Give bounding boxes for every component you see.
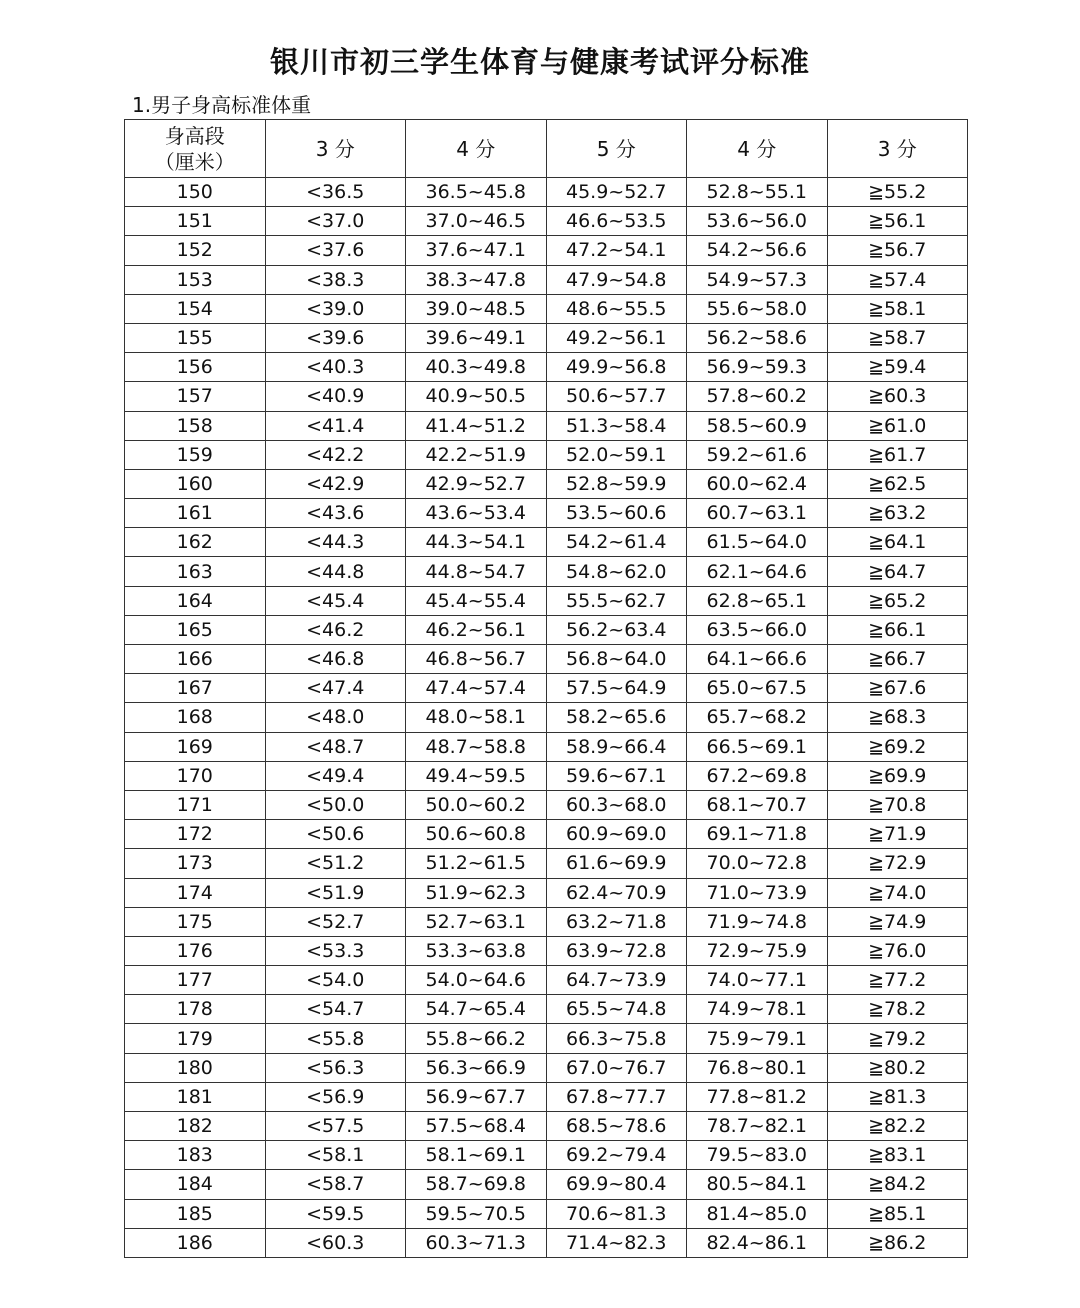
cell-height: 168 [125, 703, 266, 732]
cell-score-4-low: 49.4~59.5 [406, 761, 547, 790]
cell-height: 159 [125, 440, 266, 469]
header-height-range [125, 120, 266, 178]
cell-score-3-high: ≧66.1 [827, 615, 968, 644]
cell-score-3-low: <41.4 [265, 411, 406, 440]
cell-score-3-high: ≧78.2 [827, 995, 968, 1024]
cell-score-4-high: 74.0~77.1 [687, 966, 828, 995]
cell-score-5: 67.8~77.7 [546, 1082, 687, 1111]
cell-height: 184 [125, 1170, 266, 1199]
cell-score-5: 46.6~53.5 [546, 207, 687, 236]
cell-score-3-low: <46.8 [265, 645, 406, 674]
cell-score-3-low: <40.9 [265, 382, 406, 411]
cell-height: 182 [125, 1112, 266, 1141]
cell-score-5: 66.3~75.8 [546, 1024, 687, 1053]
cell-score-5: 50.6~57.7 [546, 382, 687, 411]
cell-score-3-high: ≧74.9 [827, 907, 968, 936]
cell-score-4-low: 43.6~53.4 [406, 499, 547, 528]
cell-score-3-high: ≧56.1 [827, 207, 968, 236]
cell-score-5: 51.3~58.4 [546, 411, 687, 440]
cell-score-3-low: <42.2 [265, 440, 406, 469]
cell-score-4-low: 51.9~62.3 [406, 878, 547, 907]
cell-score-4-high: 79.5~83.0 [687, 1141, 828, 1170]
cell-score-3-high: ≧65.2 [827, 586, 968, 615]
table-row [125, 236, 968, 265]
cell-height: 176 [125, 936, 266, 965]
cell-score-3-high: ≧61.7 [827, 440, 968, 469]
cell-score-5: 56.8~64.0 [546, 645, 687, 674]
cell-score-3-high: ≧58.7 [827, 323, 968, 352]
cell-score-4-high: 52.8~55.1 [687, 178, 828, 207]
table-row [125, 820, 968, 849]
document-title: 银川市初三学生体育与健康考试评分标准 [269, 45, 810, 79]
cell-score-4-high: 54.9~57.3 [687, 265, 828, 294]
cell-score-5: 68.5~78.6 [546, 1112, 687, 1141]
cell-score-5: 58.9~66.4 [546, 732, 687, 761]
cell-score-4-high: 62.1~64.6 [687, 557, 828, 586]
cell-score-3-low: <53.3 [265, 936, 406, 965]
cell-score-5: 57.5~64.9 [546, 674, 687, 703]
table-row [125, 645, 968, 674]
cell-score-4-low: 55.8~66.2 [406, 1024, 547, 1053]
cell-score-4-high: 61.5~64.0 [687, 528, 828, 557]
cell-score-3-low: <50.0 [265, 790, 406, 819]
cell-score-3-high: ≧56.7 [827, 236, 968, 265]
table-row [125, 586, 968, 615]
cell-score-3-low: <49.4 [265, 761, 406, 790]
table-row [125, 294, 968, 323]
cell-height: 163 [125, 557, 266, 586]
table-row [125, 353, 968, 382]
cell-height: 150 [125, 178, 266, 207]
cell-score-3-low: <58.1 [265, 1141, 406, 1170]
cell-height: 173 [125, 849, 266, 878]
cell-score-3-high: ≧64.7 [827, 557, 968, 586]
header-height-label: 身高段 [164, 123, 225, 148]
cell-score-5: 54.8~62.0 [546, 557, 687, 586]
cell-score-4-low: 54.0~64.6 [406, 966, 547, 995]
cell-height: 166 [125, 645, 266, 674]
cell-score-4-high: 74.9~78.1 [687, 995, 828, 1024]
cell-score-3-high: ≧74.0 [827, 878, 968, 907]
cell-score-3-high: ≧60.3 [827, 382, 968, 411]
cell-height: 179 [125, 1024, 266, 1053]
cell-score-4-high: 60.0~62.4 [687, 469, 828, 498]
cell-score-3-low: <47.4 [265, 674, 406, 703]
cell-score-4-high: 65.7~68.2 [687, 703, 828, 732]
cell-score-3-low: <59.5 [265, 1199, 406, 1228]
cell-score-4-high: 69.1~71.8 [687, 820, 828, 849]
cell-score-3-low: <46.2 [265, 615, 406, 644]
table-row [125, 1024, 968, 1053]
table-row [125, 411, 968, 440]
cell-score-3-high: ≧66.7 [827, 645, 968, 674]
cell-score-4-high: 81.4~85.0 [687, 1199, 828, 1228]
cell-score-3-high: ≧69.2 [827, 732, 968, 761]
table-row [125, 1053, 968, 1082]
cell-score-4-high: 53.6~56.0 [687, 207, 828, 236]
cell-score-4-low: 48.0~58.1 [406, 703, 547, 732]
header-score: 4 分 [687, 120, 828, 178]
cell-score-4-low: 47.4~57.4 [406, 674, 547, 703]
cell-score-4-low: 50.6~60.8 [406, 820, 547, 849]
cell-score-3-high: ≧83.1 [827, 1141, 968, 1170]
cell-height: 162 [125, 528, 266, 557]
header-row [125, 120, 968, 178]
cell-score-4-low: 42.2~51.9 [406, 440, 547, 469]
cell-score-3-high: ≧70.8 [827, 790, 968, 819]
cell-score-5: 49.2~56.1 [546, 323, 687, 352]
cell-score-3-low: <36.5 [265, 178, 406, 207]
cell-score-4-low: 48.7~58.8 [406, 732, 547, 761]
header-score: 5 分 [546, 120, 687, 178]
cell-score-3-low: <44.3 [265, 528, 406, 557]
cell-score-4-low: 52.7~63.1 [406, 907, 547, 936]
cell-score-3-low: <40.3 [265, 353, 406, 382]
table-row [125, 966, 968, 995]
cell-score-4-low: 37.0~46.5 [406, 207, 547, 236]
cell-height: 153 [125, 265, 266, 294]
cell-score-4-high: 75.9~79.1 [687, 1024, 828, 1053]
cell-score-5: 71.4~82.3 [546, 1228, 687, 1257]
cell-score-5: 47.9~54.8 [546, 265, 687, 294]
weight-standard-table [124, 119, 968, 1258]
cell-score-3-low: <43.6 [265, 499, 406, 528]
table-row [125, 732, 968, 761]
cell-score-3-high: ≧85.1 [827, 1199, 968, 1228]
cell-height: 177 [125, 966, 266, 995]
cell-score-3-high: ≧86.2 [827, 1228, 968, 1257]
cell-score-3-low: <37.0 [265, 207, 406, 236]
cell-score-5: 65.5~74.8 [546, 995, 687, 1024]
cell-score-4-high: 76.8~80.1 [687, 1053, 828, 1082]
cell-score-4-low: 42.9~52.7 [406, 469, 547, 498]
cell-score-3-low: <44.8 [265, 557, 406, 586]
cell-score-4-low: 51.2~61.5 [406, 849, 547, 878]
cell-score-3-low: <45.4 [265, 586, 406, 615]
cell-height: 183 [125, 1141, 266, 1170]
table-row [125, 1228, 968, 1257]
cell-score-4-low: 53.3~63.8 [406, 936, 547, 965]
cell-score-3-low: <50.6 [265, 820, 406, 849]
cell-score-3-low: <42.9 [265, 469, 406, 498]
table-body [125, 178, 968, 1258]
table-row [125, 265, 968, 294]
cell-height: 172 [125, 820, 266, 849]
cell-height: 156 [125, 353, 266, 382]
table-row [125, 995, 968, 1024]
cell-score-3-low: <38.3 [265, 265, 406, 294]
cell-score-5: 70.6~81.3 [546, 1199, 687, 1228]
cell-score-4-high: 60.7~63.1 [687, 499, 828, 528]
cell-score-3-high: ≧64.1 [827, 528, 968, 557]
cell-score-3-low: <52.7 [265, 907, 406, 936]
cell-score-4-high: 66.5~69.1 [687, 732, 828, 761]
cell-score-5: 59.6~67.1 [546, 761, 687, 790]
cell-score-3-low: <56.9 [265, 1082, 406, 1111]
cell-height: 165 [125, 615, 266, 644]
cell-score-4-high: 64.1~66.6 [687, 645, 828, 674]
table-row [125, 907, 968, 936]
cell-score-5: 67.0~76.7 [546, 1053, 687, 1082]
cell-score-4-low: 37.6~47.1 [406, 236, 547, 265]
cell-score-3-high: ≧69.9 [827, 761, 968, 790]
table-row [125, 790, 968, 819]
cell-score-5: 49.9~56.8 [546, 353, 687, 382]
cell-score-3-low: <54.0 [265, 966, 406, 995]
table-row [125, 382, 968, 411]
cell-score-4-low: 54.7~65.4 [406, 995, 547, 1024]
cell-score-4-low: 39.6~49.1 [406, 323, 547, 352]
cell-score-4-low: 41.4~51.2 [406, 411, 547, 440]
cell-height: 154 [125, 294, 266, 323]
cell-height: 185 [125, 1199, 266, 1228]
cell-height: 171 [125, 790, 266, 819]
cell-score-5: 53.5~60.6 [546, 499, 687, 528]
section-subtitle: 1.男子身高标准体重 [132, 93, 312, 117]
cell-score-4-low: 57.5~68.4 [406, 1112, 547, 1141]
cell-score-4-low: 59.5~70.5 [406, 1199, 547, 1228]
cell-score-5: 54.2~61.4 [546, 528, 687, 557]
table-row [125, 528, 968, 557]
cell-score-5: 52.0~59.1 [546, 440, 687, 469]
cell-score-4-high: 67.2~69.8 [687, 761, 828, 790]
cell-score-5: 63.9~72.8 [546, 936, 687, 965]
cell-score-4-high: 77.8~81.2 [687, 1082, 828, 1111]
cell-score-3-high: ≧57.4 [827, 265, 968, 294]
cell-score-5: 61.6~69.9 [546, 849, 687, 878]
cell-height: 160 [125, 469, 266, 498]
cell-score-4-high: 78.7~82.1 [687, 1112, 828, 1141]
header-score: 3 分 [265, 120, 406, 178]
cell-score-3-low: <55.8 [265, 1024, 406, 1053]
cell-height: 158 [125, 411, 266, 440]
cell-score-5: 45.9~52.7 [546, 178, 687, 207]
table-header [125, 120, 968, 178]
table-row [125, 1170, 968, 1199]
cell-score-4-high: 72.9~75.9 [687, 936, 828, 965]
cell-score-3-high: ≧79.2 [827, 1024, 968, 1053]
cell-score-4-high: 57.8~60.2 [687, 382, 828, 411]
cell-score-4-low: 36.5~45.8 [406, 178, 547, 207]
table-row [125, 703, 968, 732]
cell-score-3-low: <57.5 [265, 1112, 406, 1141]
table-row [125, 440, 968, 469]
cell-score-3-high: ≧63.2 [827, 499, 968, 528]
cell-score-4-low: 38.3~47.8 [406, 265, 547, 294]
cell-height: 170 [125, 761, 266, 790]
cell-score-4-high: 70.0~72.8 [687, 849, 828, 878]
table-row [125, 557, 968, 586]
cell-score-3-high: ≧58.1 [827, 294, 968, 323]
cell-height: 178 [125, 995, 266, 1024]
cell-score-3-low: <54.7 [265, 995, 406, 1024]
cell-score-4-low: 39.0~48.5 [406, 294, 547, 323]
cell-score-3-low: <48.7 [265, 732, 406, 761]
cell-score-4-low: 40.9~50.5 [406, 382, 547, 411]
cell-score-3-high: ≧76.0 [827, 936, 968, 965]
table-row [125, 878, 968, 907]
table-row [125, 674, 968, 703]
cell-height: 161 [125, 499, 266, 528]
cell-score-3-high: ≧68.3 [827, 703, 968, 732]
cell-score-5: 52.8~59.9 [546, 469, 687, 498]
cell-score-4-high: 80.5~84.1 [687, 1170, 828, 1199]
cell-score-3-high: ≧71.9 [827, 820, 968, 849]
cell-height: 155 [125, 323, 266, 352]
cell-height: 164 [125, 586, 266, 615]
table-row [125, 1141, 968, 1170]
cell-score-4-high: 71.0~73.9 [687, 878, 828, 907]
cell-score-4-high: 71.9~74.8 [687, 907, 828, 936]
cell-score-4-low: 45.4~55.4 [406, 586, 547, 615]
cell-score-4-low: 44.3~54.1 [406, 528, 547, 557]
cell-height: 157 [125, 382, 266, 411]
cell-score-4-high: 63.5~66.0 [687, 615, 828, 644]
cell-score-3-low: <48.0 [265, 703, 406, 732]
cell-score-5: 60.9~69.0 [546, 820, 687, 849]
cell-score-4-high: 58.5~60.9 [687, 411, 828, 440]
cell-score-5: 62.4~70.9 [546, 878, 687, 907]
cell-score-4-low: 58.7~69.8 [406, 1170, 547, 1199]
cell-score-3-high: ≧59.4 [827, 353, 968, 382]
cell-score-3-high: ≧72.9 [827, 849, 968, 878]
cell-score-3-high: ≧81.3 [827, 1082, 968, 1111]
cell-score-3-low: <51.9 [265, 878, 406, 907]
table-row [125, 178, 968, 207]
cell-score-5: 48.6~55.5 [546, 294, 687, 323]
cell-score-3-low: <58.7 [265, 1170, 406, 1199]
cell-score-5: 63.2~71.8 [546, 907, 687, 936]
cell-score-3-low: <51.2 [265, 849, 406, 878]
cell-score-4-low: 56.3~66.9 [406, 1053, 547, 1082]
cell-score-5: 47.2~54.1 [546, 236, 687, 265]
cell-score-4-low: 60.3~71.3 [406, 1228, 547, 1257]
cell-score-4-low: 46.8~56.7 [406, 645, 547, 674]
cell-score-3-high: ≧80.2 [827, 1053, 968, 1082]
header-score: 3 分 [827, 120, 968, 178]
header-score: 4 分 [406, 120, 547, 178]
cell-score-5: 64.7~73.9 [546, 966, 687, 995]
cell-height: 169 [125, 732, 266, 761]
table-row [125, 1082, 968, 1111]
cell-score-3-high: ≧67.6 [827, 674, 968, 703]
table-row [125, 499, 968, 528]
cell-score-4-high: 65.0~67.5 [687, 674, 828, 703]
cell-score-4-low: 56.9~67.7 [406, 1082, 547, 1111]
cell-score-5: 69.2~79.4 [546, 1141, 687, 1170]
cell-score-4-high: 59.2~61.6 [687, 440, 828, 469]
cell-score-4-low: 58.1~69.1 [406, 1141, 547, 1170]
cell-score-5: 55.5~62.7 [546, 586, 687, 615]
cell-score-4-low: 44.8~54.7 [406, 557, 547, 586]
cell-score-3-low: <37.6 [265, 236, 406, 265]
cell-height: 167 [125, 674, 266, 703]
cell-score-4-high: 82.4~86.1 [687, 1228, 828, 1257]
cell-score-5: 69.9~80.4 [546, 1170, 687, 1199]
table-row [125, 849, 968, 878]
cell-height: 175 [125, 907, 266, 936]
table-row [125, 615, 968, 644]
cell-score-5: 58.2~65.6 [546, 703, 687, 732]
cell-score-4-high: 54.2~56.6 [687, 236, 828, 265]
cell-height: 181 [125, 1082, 266, 1111]
cell-height: 151 [125, 207, 266, 236]
cell-score-3-high: ≧55.2 [827, 178, 968, 207]
cell-score-3-high: ≧82.2 [827, 1112, 968, 1141]
cell-height: 152 [125, 236, 266, 265]
cell-score-3-low: <60.3 [265, 1228, 406, 1257]
cell-score-3-high: ≧77.2 [827, 966, 968, 995]
table-row [125, 323, 968, 352]
cell-score-3-high: ≧84.2 [827, 1170, 968, 1199]
table-row [125, 207, 968, 236]
header-height-unit: （厘米） [154, 149, 235, 174]
cell-score-4-high: 56.9~59.3 [687, 353, 828, 382]
cell-score-4-low: 46.2~56.1 [406, 615, 547, 644]
table-row [125, 1112, 968, 1141]
cell-score-4-low: 50.0~60.2 [406, 790, 547, 819]
cell-height: 186 [125, 1228, 266, 1257]
cell-score-4-low: 40.3~49.8 [406, 353, 547, 382]
cell-height: 180 [125, 1053, 266, 1082]
cell-score-4-high: 55.6~58.0 [687, 294, 828, 323]
cell-score-3-high: ≧62.5 [827, 469, 968, 498]
cell-score-5: 56.2~63.4 [546, 615, 687, 644]
cell-score-4-high: 68.1~70.7 [687, 790, 828, 819]
cell-score-3-low: <56.3 [265, 1053, 406, 1082]
cell-score-3-low: <39.6 [265, 323, 406, 352]
cell-height: 174 [125, 878, 266, 907]
cell-score-5: 60.3~68.0 [546, 790, 687, 819]
table-row [125, 1199, 968, 1228]
table-row [125, 469, 968, 498]
cell-score-3-low: <39.0 [265, 294, 406, 323]
cell-score-4-high: 56.2~58.6 [687, 323, 828, 352]
table-row [125, 761, 968, 790]
table-row [125, 936, 968, 965]
cell-score-4-high: 62.8~65.1 [687, 586, 828, 615]
cell-score-3-high: ≧61.0 [827, 411, 968, 440]
